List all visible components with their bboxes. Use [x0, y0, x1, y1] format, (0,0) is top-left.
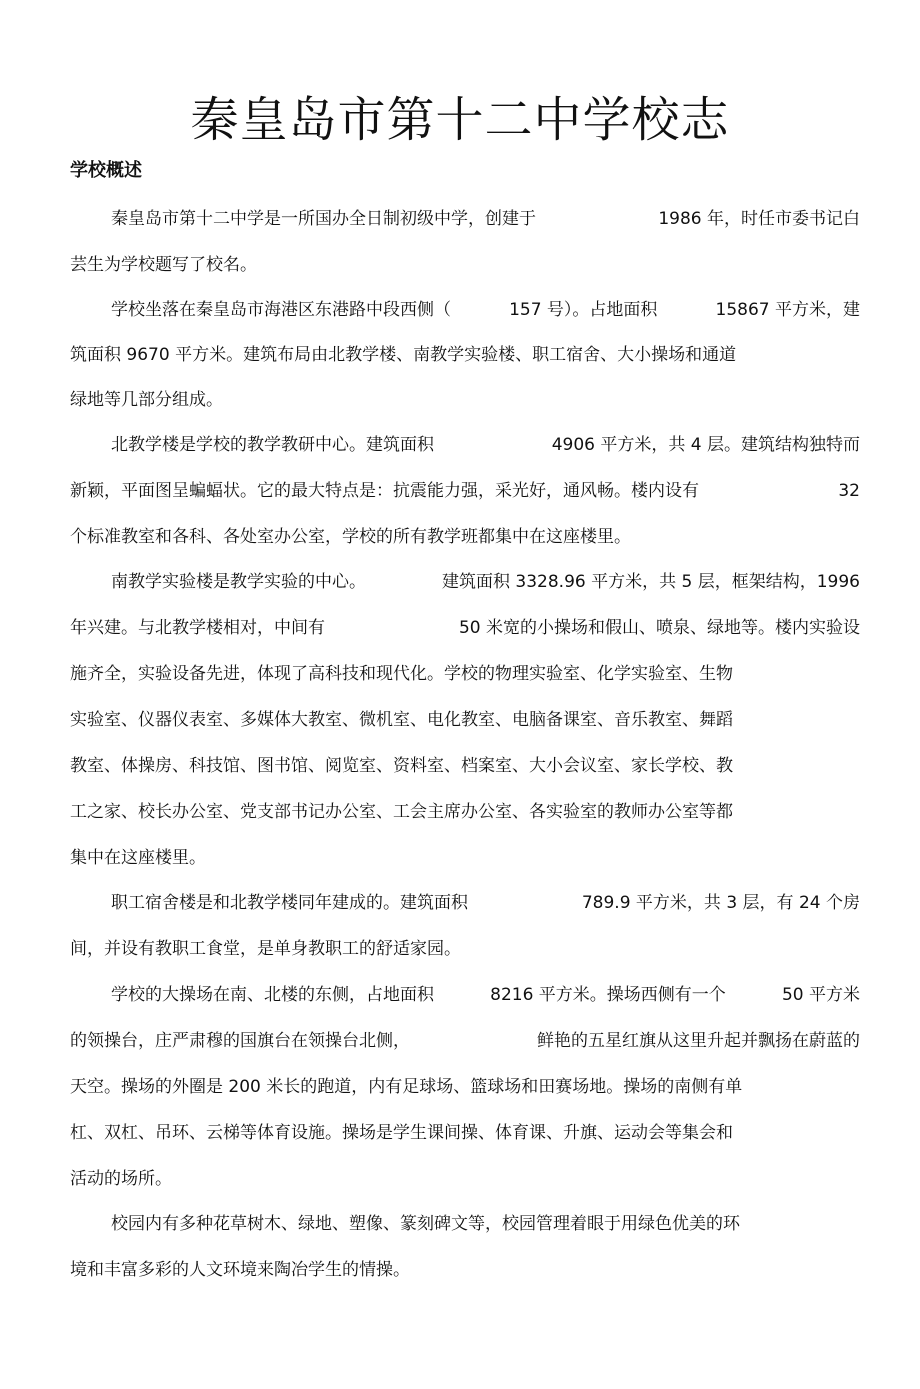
text-segment: 活动的场所。: [70, 1169, 172, 1189]
text-segment: 鲜艳的五星红旗从这里升起并飘扬在蔚蓝的: [537, 1031, 860, 1051]
text-segment: 境和丰富多彩的人文环境来陶冶学生的情操。: [70, 1260, 410, 1280]
text-segment: 芸生为学校题写了校名。: [70, 255, 257, 275]
text-segment: 157 号）。占地面积: [509, 300, 658, 320]
text-segment: 15867 平方米，建: [715, 300, 860, 320]
text-segment: 校园内有多种花草树木、绿地、塑像、篆刻碑文等，校园管理着眼于用绿色优美的环: [111, 1214, 740, 1234]
text-segment: 个标准教室和各科、各处室办公室，学校的所有教学班都集中在这座楼里。: [70, 527, 631, 547]
paragraph-3-line: [70, 524, 631, 550]
paragraph-7-line: [70, 1257, 410, 1283]
paragraph-2-line: [111, 297, 860, 323]
text-segment: 年兴建。与北教学楼相对，中间有: [70, 618, 325, 638]
paragraph-2-line: [70, 342, 860, 368]
text-segment: 教室、体操房、科技馆、图书馆、阅览室、资料室、档案室、大小会议室、家长学校、教: [70, 756, 733, 776]
text-segment: 50 平方米: [781, 985, 860, 1005]
text-segment: 间，并设有教职工食堂，是单身教职工的舒适家园。: [70, 939, 461, 959]
paragraph-4-line: [111, 569, 860, 595]
paragraph-4-line: [70, 661, 860, 687]
document-title: 秦皇岛市第十二中学校志: [190, 92, 730, 148]
paragraph-6-line: [70, 1120, 860, 1146]
paragraph-1-line: [111, 206, 860, 232]
text-segment: 施齐全，实验设备先进，体现了高科技和现代化。学校的物理实验室、化学实验室、生物: [70, 664, 733, 684]
paragraph-1-line: [70, 252, 257, 278]
text-segment: 789.9 平方米，共 3 层，有 24 个房: [581, 893, 860, 913]
text-segment: 50 米宽的小操场和假山、喷泉、绿地等。楼内实验设: [458, 618, 860, 638]
text-segment: 学校的大操场在南、北楼的东侧，占地面积: [111, 985, 434, 1005]
paragraph-6-line: [70, 1074, 860, 1100]
paragraph-4-line: [70, 707, 860, 733]
text-segment: 新颖，平面图呈蝙蝠状。它的最大特点是：抗震能力强，采光好，通风畅。楼内设有: [70, 481, 699, 501]
section-heading: 学校概述: [70, 160, 142, 181]
paragraph-4-line: [70, 615, 860, 641]
text-segment: 绿地等几部分组成。: [70, 390, 223, 410]
text-segment: 秦皇岛市第十二中学是一所国办全日制初级中学，创建于: [111, 209, 536, 229]
text-segment: 学校坐落在秦皇岛市海港区东港路中段西侧（: [111, 300, 451, 320]
paragraph-3-line: [111, 432, 860, 458]
text-segment: 建筑面积 3328.96 平方米，共 5 层，框架结构，1996: [442, 572, 860, 592]
paragraph-5-line: [70, 936, 461, 962]
text-segment: 4906 平方米，共 4 层。建筑结构独特而: [551, 435, 860, 455]
text-segment: 集中在这座楼里。: [70, 848, 206, 868]
text-segment: 筑面积 9670 平方米。建筑布局由北教学楼、南教学实验楼、职工宿舍、大小操场和通道: [70, 345, 737, 365]
text-segment: 8216 平方米。操场西侧有一个: [490, 985, 726, 1005]
text-segment: 1986 年，时任市委书记白: [658, 209, 860, 229]
text-segment: 工之家、校长办公室、党支部书记办公室、工会主席办公室、各实验室的教师办公室等都: [70, 802, 733, 822]
paragraph-6-line: [111, 982, 860, 1008]
paragraph-4-line: [70, 845, 206, 871]
text-segment: 北教学楼是学校的教学教研中心。建筑面积: [111, 435, 434, 455]
text-segment: 杠、双杠、吊环、云梯等体育设施。操场是学生课间操、体育课、升旗、运动会等集会和: [70, 1123, 733, 1143]
paragraph-5-line: [111, 890, 860, 916]
paragraph-4-line: [70, 799, 860, 825]
text-segment: 的领操台，庄严肃穆的国旗台在领操台北侧，: [70, 1031, 410, 1051]
text-segment: 天空。操场的外圈是 200 米长的跑道，内有足球场、篮球场和田赛场地。操场的南侧有单: [70, 1077, 743, 1097]
text-segment: 南教学实验楼是教学实验的中心。: [111, 572, 366, 592]
paragraph-3-line: [70, 478, 860, 504]
paragraph-7-line: [111, 1211, 860, 1237]
paragraph-6-line: [70, 1166, 172, 1192]
paragraph-4-line: [70, 753, 860, 779]
text-segment: 职工宿舍楼是和北教学楼同年建成的。建筑面积: [111, 893, 468, 913]
paragraph-6-line: [70, 1028, 860, 1054]
text-segment: 实验室、仪器仪表室、多媒体大教室、微机室、电化教室、电脑备课室、音乐教室、舞蹈: [70, 710, 733, 730]
text-segment: 32: [838, 481, 860, 501]
paragraph-2-line: [70, 387, 223, 413]
